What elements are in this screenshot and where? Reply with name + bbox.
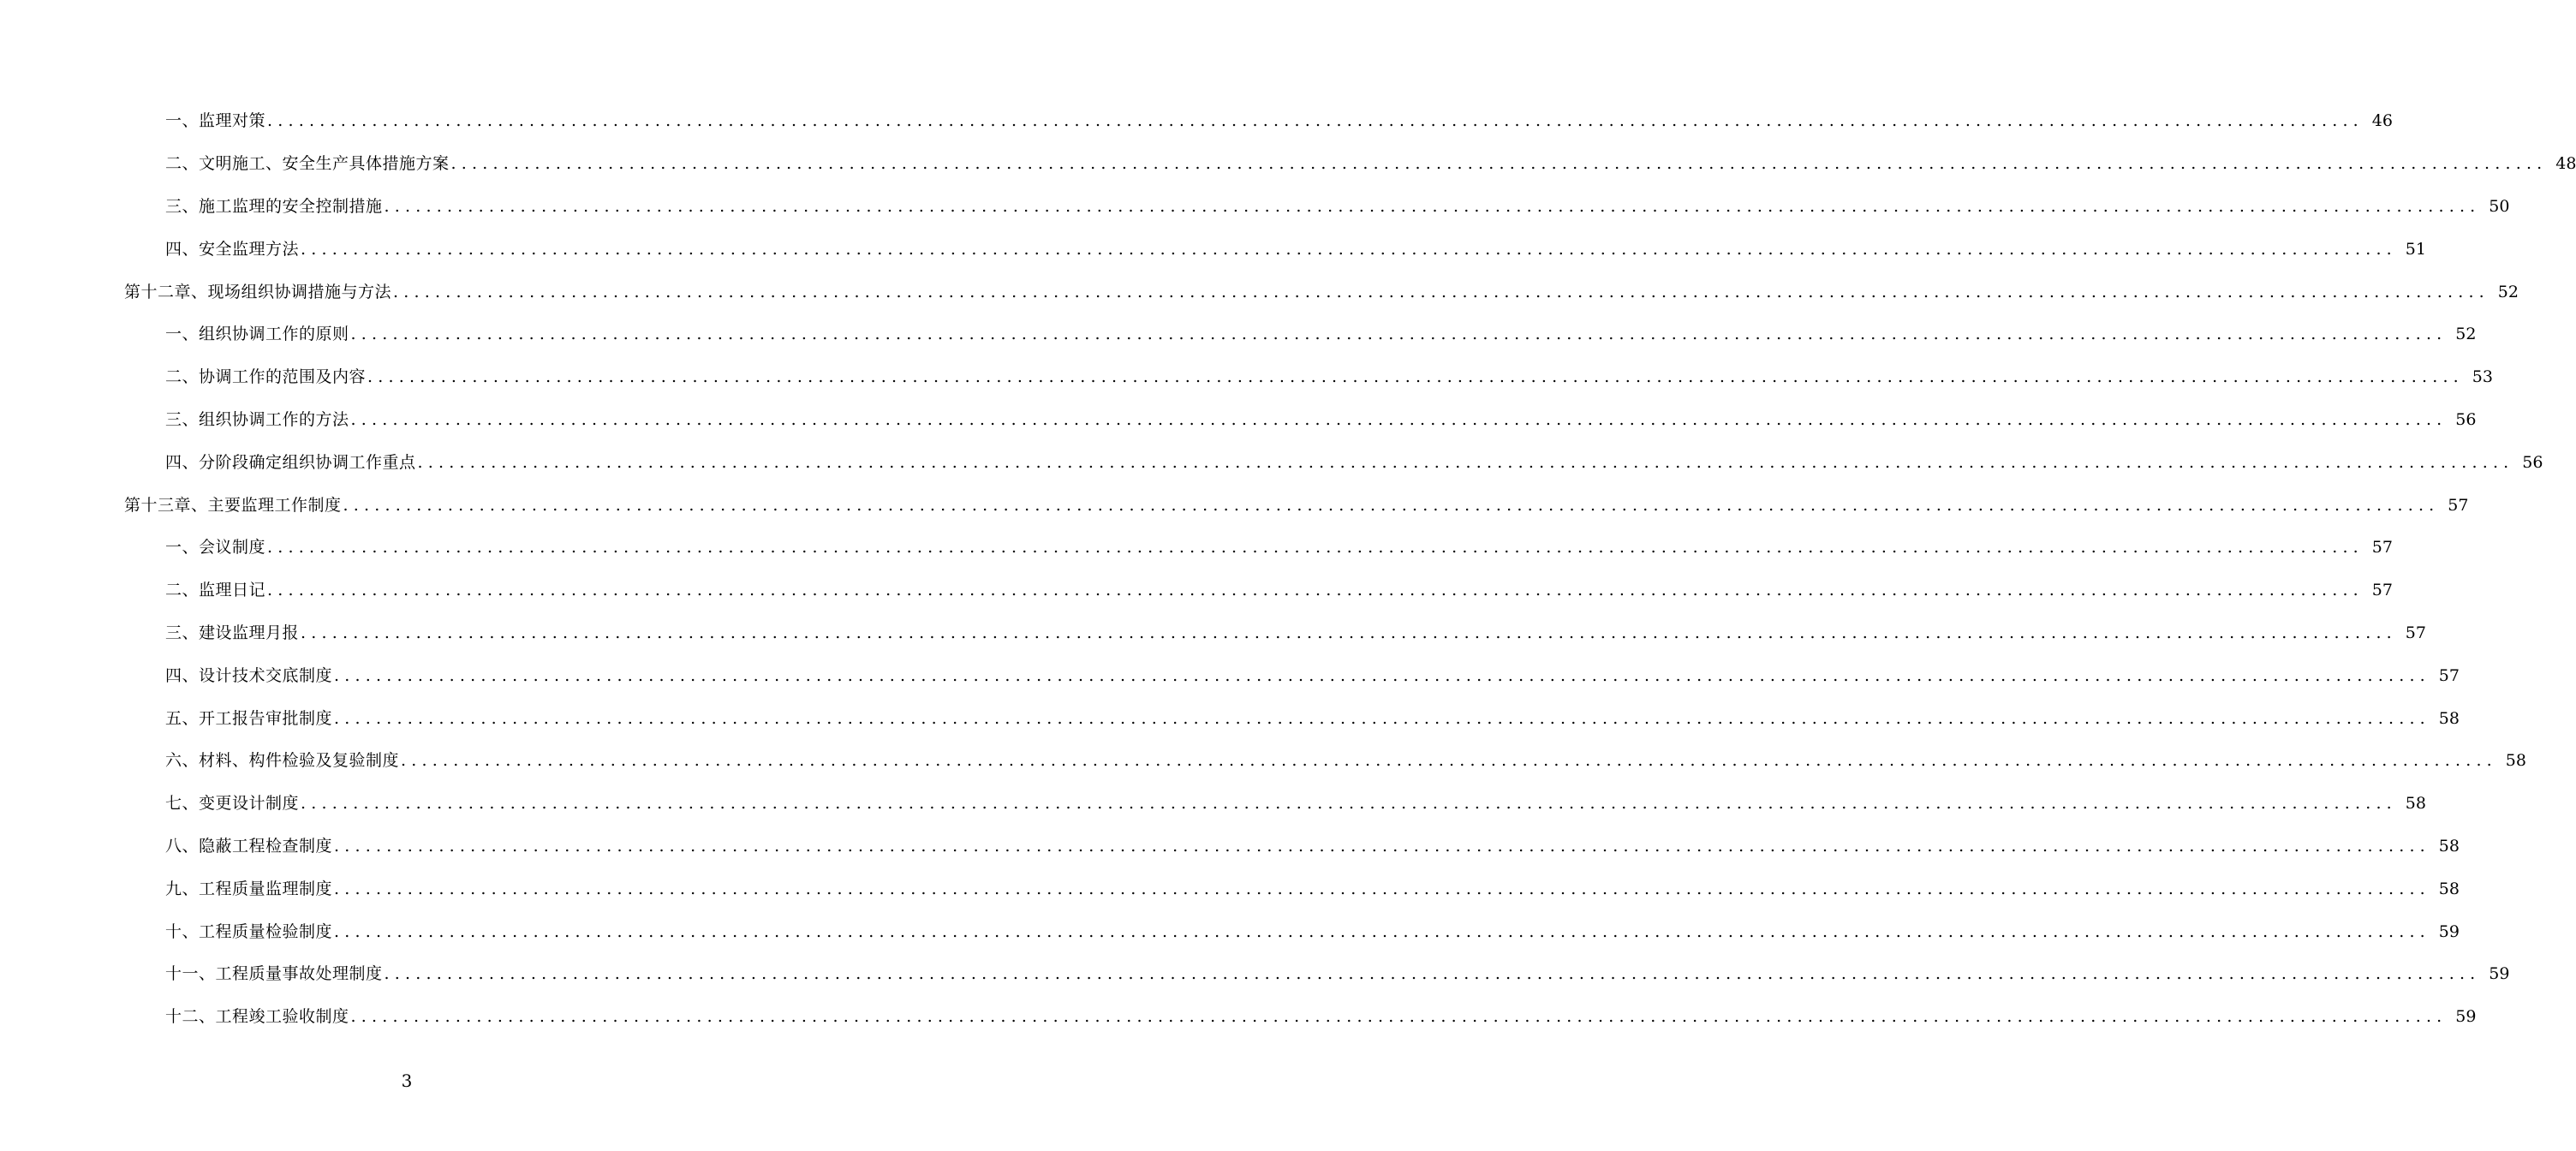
toc-entry-page-number: 57: [2371, 538, 2393, 558]
toc-dot-leader: ........................................................................................................................................................................................................: [384, 196, 2481, 216]
toc-section-entry[interactable]: [0, 186, 2510, 229]
toc-section-entry[interactable]: [0, 654, 2460, 697]
toc-entry-title: 七、变更设计制度: [165, 794, 300, 814]
toc-dot-leader: ........................................................................................................................................................................................................: [334, 921, 2430, 941]
toc-dot-leader: ........................................................................................................................................................................................................: [334, 836, 2430, 856]
toc-entry-title: 第十二章、现场组织协调措施与方法: [124, 282, 392, 301]
toc-entry-title: 六、材料、构件检验及复验制度: [165, 751, 400, 771]
toc-section-entry[interactable]: [0, 868, 2460, 910]
toc-section-entry[interactable]: [0, 910, 2460, 953]
toc-dot-leader: ........................................................................................................................................................................................................: [401, 751, 2497, 771]
toc-dot-leader: ........................................................................................................................................................................................................: [350, 409, 2448, 429]
toc-dot-leader: ........................................................................................................................................................................................................: [343, 495, 2440, 515]
toc-entry-page-number: 56: [2455, 409, 2477, 429]
table-of-contents: [0, 100, 2576, 1039]
toc-entry-title: 十二、工程竣工验收制度: [165, 1007, 349, 1027]
toc-entry-title: 四、安全监理方法: [165, 239, 300, 259]
toc-entry-title: 三、组织协调工作的方法: [165, 409, 349, 429]
toc-entry-title: 二、协调工作的范围及内容: [165, 367, 367, 387]
toc-section-entry[interactable]: [0, 356, 2493, 399]
toc-section-entry[interactable]: [0, 100, 2393, 143]
toc-chapter-entry[interactable]: [0, 484, 2469, 527]
toc-dot-leader: ........................................................................................................................................................................................................: [450, 154, 2548, 174]
toc-dot-leader: ........................................................................................................................................................................................................: [301, 623, 2397, 642]
toc-section-entry[interactable]: [0, 826, 2460, 868]
toc-section-entry[interactable]: [0, 783, 2426, 826]
toc-dot-leader: ........................................................................................................................................................................................................: [267, 581, 2364, 600]
toc-section-entry[interactable]: [0, 313, 2477, 356]
toc-entry-page-number: 58: [2405, 794, 2426, 814]
toc-entry-title: 一、会议制度: [165, 538, 266, 558]
toc-entry-title: 一、监理对策: [165, 111, 266, 131]
toc-entry-page-number: 52: [2455, 325, 2477, 344]
toc-entry-page-number: 57: [2448, 495, 2469, 515]
toc-entry-title: 第十三章、主要监理工作制度: [124, 495, 342, 515]
toc-section-entry[interactable]: [0, 697, 2460, 740]
toc-dot-leader: ........................................................................................................................................................................................................: [334, 665, 2430, 685]
toc-dot-leader: ........................................................................................................................................................................................................: [334, 879, 2430, 898]
toc-entry-title: 十、工程质量检验制度: [165, 921, 333, 941]
toc-entry-page-number: 48: [2555, 154, 2576, 174]
toc-dot-leader: ........................................................................................................................................................................................................: [301, 239, 2397, 259]
toc-section-entry[interactable]: [0, 996, 2477, 1039]
toc-entry-page-number: 59: [2438, 921, 2460, 941]
toc-entry-page-number: 57: [2405, 623, 2426, 642]
toc-section-entry[interactable]: [0, 228, 2426, 271]
toc-dot-leader: ........................................................................................................................................................................................................: [267, 111, 2364, 131]
toc-entry-page-number: 46: [2371, 111, 2393, 131]
toc-entry-page-number: 58: [2438, 836, 2460, 856]
toc-dot-leader: ........................................................................................................................................................................................................: [350, 1007, 2448, 1027]
toc-dot-leader: ........................................................................................................................................................................................................: [393, 282, 2490, 301]
toc-section-entry[interactable]: [0, 570, 2393, 612]
toc-section-entry[interactable]: [0, 740, 2526, 783]
toc-section-entry[interactable]: [0, 953, 2510, 996]
toc-dot-leader: ........................................................................................................................................................................................................: [417, 452, 2514, 472]
page-number: 3: [401, 1070, 413, 1091]
toc-entry-page-number: 51: [2405, 239, 2426, 259]
toc-entry-page-number: 58: [2438, 879, 2460, 898]
toc-chapter-entry[interactable]: [0, 271, 2519, 313]
toc-entry-title: 九、工程质量监理制度: [165, 879, 333, 898]
toc-entry-page-number: 56: [2522, 452, 2543, 472]
toc-entry-page-number: 57: [2438, 665, 2460, 685]
toc-entry-title: 二、文明施工、安全生产具体措施方案: [165, 154, 450, 174]
toc-entry-page-number: 59: [2455, 1007, 2477, 1027]
toc-entry-title: 四、分阶段确定组织协调工作重点: [165, 452, 416, 472]
toc-entry-title: 八、隐蔽工程检查制度: [165, 836, 333, 856]
toc-section-entry[interactable]: [0, 143, 2576, 186]
toc-entry-page-number: 59: [2489, 964, 2510, 984]
toc-entry-title: 十一、工程质量事故处理制度: [165, 964, 383, 984]
toc-entry-page-number: 50: [2489, 196, 2510, 216]
toc-dot-leader: ........................................................................................................................................................................................................: [267, 538, 2364, 558]
toc-entry-page-number: 58: [2438, 708, 2460, 728]
toc-entry-title: 四、设计技术交底制度: [165, 665, 333, 685]
toc-dot-leader: ........................................................................................................................................................................................................: [384, 964, 2481, 984]
toc-dot-leader: ........................................................................................................................................................................................................: [334, 708, 2430, 728]
toc-entry-title: 三、建设监理月报: [165, 623, 300, 642]
toc-entry-page-number: 53: [2472, 367, 2493, 387]
toc-entry-page-number: 58: [2505, 751, 2526, 771]
toc-entry-title: 五、开工报告审批制度: [165, 708, 333, 728]
toc-entry-title: 三、施工监理的安全控制措施: [165, 196, 383, 216]
toc-entry-page-number: 57: [2371, 581, 2393, 600]
toc-section-entry[interactable]: [0, 612, 2426, 655]
toc-entry-title: 二、监理日记: [165, 581, 266, 600]
toc-dot-leader: ........................................................................................................................................................................................................: [350, 325, 2448, 344]
toc-entry-page-number: 52: [2497, 282, 2519, 301]
toc-entry-title: 一、组织协调工作的原则: [165, 325, 349, 344]
toc-section-entry[interactable]: [0, 399, 2477, 442]
toc-section-entry[interactable]: [0, 527, 2393, 570]
toc-section-entry[interactable]: [0, 441, 2543, 484]
toc-dot-leader: ........................................................................................................................................................................................................: [367, 367, 2464, 387]
toc-dot-leader: ........................................................................................................................................................................................................: [301, 794, 2397, 814]
